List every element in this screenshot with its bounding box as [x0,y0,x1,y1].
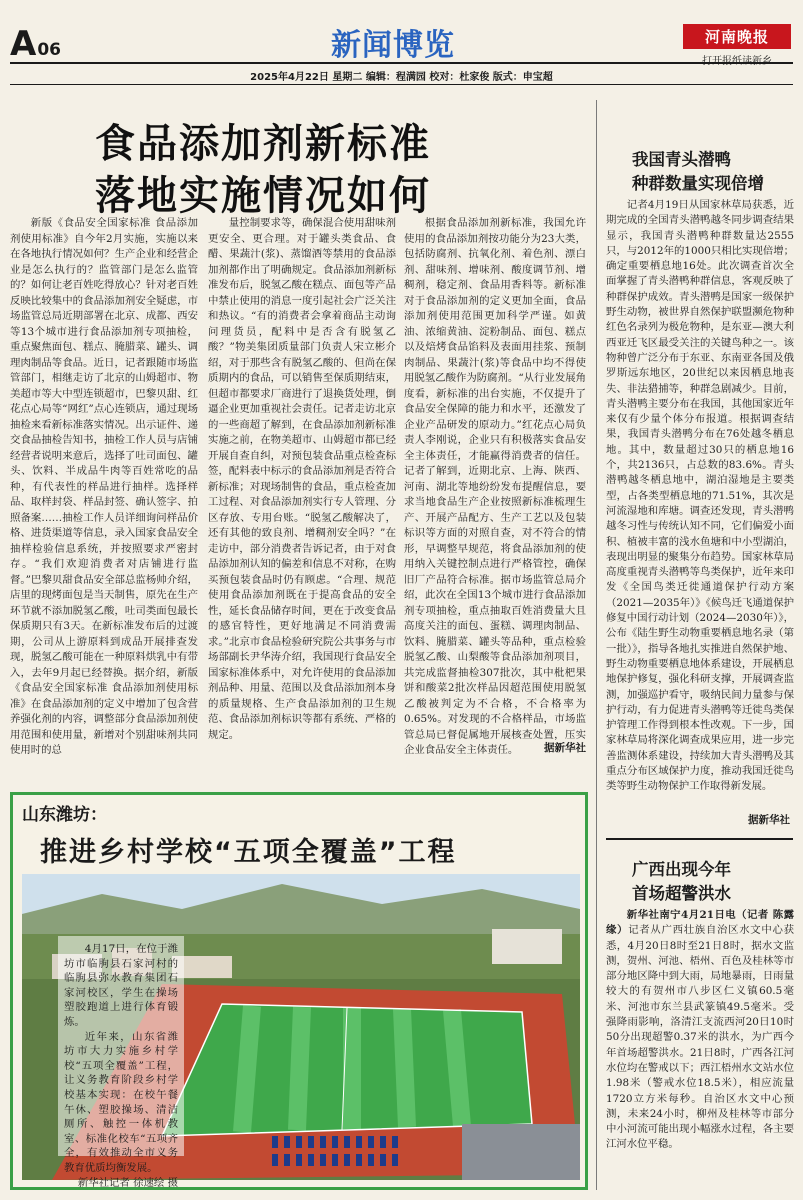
right-story-1-body [606,198,794,826]
caption-paragraph-2: 近年来，山东省潍坊市大力实施乡村学校“五项全覆盖”工程，让义务教育阶段乡村学校基本实现：在校午餐午休、塑胶操场、清洁厕所、触控一体机教室、标准化校车“五项齐全，有效推动全市义务教育优质均衡发展。 [64,1030,178,1174]
right-story-2-headline [632,858,792,906]
road [462,1124,580,1180]
main-headline-line1: 食品添加剂新标准 [95,121,431,167]
photo-caption [58,936,184,1189]
right-story-1-headline-line1: 我国青头潜鸭 [632,150,731,169]
right-story-2-body [606,908,794,1192]
section-title: 新闻博览 [331,28,455,63]
main-story-column-2 [208,216,396,782]
main-story-text-2: 量控制要求等，确保混合使用甜味剂更安全、更合理。对于罐头类食品、食醋、果蔬汁(浆)、蒸馏酒等禁用的食品添加剂都作出了明确规定。食品添加剂新标准发布后，脱氢乙酸在糕点、面包等产品中禁止使用的消息一度引起社会广泛关注和热议。“有的消费者会拿着商品主动询问理货员，配料中是否含有脱氢乙酸？”物美集团质量部门负责人宋立彬介绍，对于那些含有脱氢乙酸的、但尚在保质期内的食品，可以销售至保质期结束，但超市都要求厂商进行了退换货处理，倒逼企业更加重视社会责任。记者走访北京的一些商超了解到，在食品添加剂新标准实施之前，在物美超市、山姆超市都已经开展自查自纠，对预包装食品重点检查标签，配料表中标示的食品添加剂是否符合新标准；对现场制售的食品，重点检查加工过程、对食品添加剂实行专人管理、分区存放、专用台账。“脱氢乙酸解决了，还有其他的致良剂、增稠剂安全吗？”在走访中，部分消费者告诉记者，由于对食品添加剂认知的偏差和信息不对称，在购买预包装食品时仍有顾虑。“合理、规范使用食品添加剂既在于提高食品的安全性，延长食品储存时间，更在于改变食品的感官特性，更好地满足不同消费需求。”北京市食品检验研究院公共事务与市场部副长尹华涛介绍，我国现行食品安全国家标准体系中，对允许使用的食品添加剂品种、用量、范围以及食品添加剂本身的质量规格、生产食品添加剂的卫生规范、食品添加剂标识等都有系统、严格的规定。 [208,217,396,741]
main-headline [95,118,525,222]
right-story-2-dateline: 新华社南宁4月21日电（记者 陈露缘） [606,909,794,937]
main-story-text-1: 新版《食品安全国家标准 食品添加剂使用标准》自今年2月实施，实施以来在各地执行情况如何？生产企业和经营企业是怎么执行的？监管部门是怎么监管的？如何让老百姓吃得放心？针对老百姓反映比较集中的食品添加剂安全疑虑，市场监管总局近期部署在北京、成都、西安等13个城市进行食品添加剂专项抽检，重点聚焦面包、糕点、腌腊菜、罐头、调理肉制品等食品。近日，记者跟随市场监管部门，相继走访了北京的山姆超市、物美超市等大中型连锁超市，巴黎贝甜、红花点心局等“网红”点心连锁店，通过现场抽检来看新标准落实情况。出示证件、递交食品抽检告知书，抽检工作人员与店铺经营者说明来意后，选择了吐司面包、罐头、饮料、半成品牛肉等百姓常吃的品种，有代表性的样品进行抽样。选择样品、取样封袋、样品封签、确认签字、拍照备案……抽检工作人员详细询问样品价格、进货渠道等信息，录入国家食品安全抽样检验信息系统，并按照要求严密封存。“我们欢迎消费者对店铺进行监督。”巴黎贝甜食品安全部总监杨帅介绍，店里的现烤面包是当天制售，原先在生产环节就不添加脱氢乙酸，吐司类面包最长保质期只有3天。在新标准发布后的过渡期，公司从上游原料到成品开展排查发现，脱氢乙酸可能在一种原料烘乳中有带入，去年9月起已经替换。据介绍，新版《食品安全国家标准 食品添加剂使用标准》在食品添加剂的定义中增加了包含营养强化剂的内容，调整部分食品添加剂使用范围和使用量，新增对个别甜味剂共同使用时的总 [10,217,198,756]
logo-text: 河南晚报 [683,24,791,49]
photo-story-headline: 推进乡村学校“五项全覆盖”工程 [40,837,457,868]
page-number [10,24,61,64]
photo-credit: 新华社记者 徐速绘 摄 [77,1176,178,1189]
page-number-digits: 06 [37,40,61,60]
newspaper-logo [683,24,791,67]
header-rule-thin [10,84,793,85]
main-headline-line2: 落地实施情况如何 [95,173,431,219]
right-story-2-text: 记者从广西壮族自治区水文中心获悉，4月20日8时至21日8时，据水文监测，贺州、河池、梧州、百色及桂林等市部分地区降中到大雨，局地暴雨，日雨量较大的有贺州市八步区仁义镇60.5毫米、河池市东兰县武篆镇49.5毫米。受强降雨影响，洛清江支流西河20日10时50分出现超警0.37米的洪水，为广西今年首场超警洪水。21日8时，广西各江河水位均在警戒以下；西江梧州水文站水位1.98米（警戒水位18.5米），相应流量1720立方米每秒。自治区水文中心预测，未来24小时，柳州及桂林等市部分中小河流可能出现小幅涨水过程，各主要江河水位平稳。 [606,924,795,1151]
main-story-byline: 据新华社 [544,742,586,754]
dateline: 2025年4月22日 星期二 编辑：程满园 校对：杜家俊 版式：申宝超 [250,72,553,83]
right-story-1-text: 记者4月19日从国家林草局获悉，近期完成的全国青头潜鸭越冬同步调查结果显示，我国青头潜鸭种群数量达2555只，与2012年的1000只相比实现倍增；确定重要栖息地16处。此次调查首次全面掌握了青头潜鸭种群信息，客观反映了种群保护成效。青头潜鸭是国家一级保护野生动物，被世界自然保护联盟濒危物种红色名录列为极危物种，是东亚—澳大利西亚迁飞区最受关注的关键鸟种之一。该物种曾广泛分布于东亚、东南亚各国及俄罗斯远东地区，20世纪以来因栖息地丧失、非法猎捕等，种群急剧减少。目前，青头潜鸭主要分布在我国，其他国家近年来仅有少量个体分布报道。根据调查结果，我国青头潜鸭分布在76处越冬栖息地。其中，数量超过30只的栖息地16个，共2136只，占总数的83.6%。青头潜鸭越冬栖息地中，湖泊湿地是主要类型，占各类型栖息地的71.51%，其次是河流湿地和库塘。调查还发现，青头潜鸭越冬习性与传统认知不同，它们偏爱小面积、植被丰富的浅水鱼塘和中小型湖泊，表现出明显的聚集分布趋势。国家林草局高度重视青头潜鸭等鸟类保护，近年来印发《全国鸟类迁徙通道保护行动方案（2021—2035年）》《候鸟迁飞通道保护修复中国行动计划（2024—2030年）》，公布《陆生野生动物重要栖息地名录（第一批）》，指导各地扎实推进自然保护地、野生动物重要栖息地体系建设，开展栖息地保护修复，强化科研支撑，开展调查监测，加强巡护看守，吸纳民间力量参与保护行动，有力促进青头潜鸭等迁徙鸟类保护管理工作得到根本性改观。下一步，国家林草局将深化调查成果应用，进一步完善监测体系建设，持续加大青头潜鸭及其重点分布区域保护力度，推动我国迁徙鸟类等野生动物保护工作取得新发展。 [606,199,794,793]
column-divider [596,100,597,1190]
caption-paragraph-1: 4月17日，在位于潍坊市临朐县石家河村的临朐县弥水教育集团石家河校区，学生在操场塑胶跑道上进行体育锻炼。 [64,943,178,1028]
page-letter: A [10,24,36,64]
right-story-2-headline-line1: 广西出现今年 [632,860,731,879]
right-story-1-byline: 据新华社 [748,814,790,826]
school-building [492,929,562,964]
right-story-1-headline [632,148,792,196]
main-story-column-1 [10,216,198,782]
right-story-1-headline-line2: 种群数量实现倍增 [632,174,764,193]
header-rule [10,62,793,64]
story-divider [606,838,793,840]
main-story-text-3: 根据食品添加剂新标准，我国允许使用的食品添加剂按功能分为23大类，包括防腐剂、抗氧化剂、着色剂、漂白剂、甜味剂、增味剂、酸度调节剂、增稠剂，稳定剂、食品用香料等。新标准对于食品添加剂的定义更加全面，食品添加剂使用范围更加科学严谨。如黄油、浓缩黄油、淀粉制品、面包、糕点以及焙烤食品馅料及表面用挂浆、预制肉制品、果蔬汁(浆)等食品中均不得使用脱氢乙酸作为防腐剂。“从行业发展角度看，新标准的出台实施，不仅提升了食品安全保障的能力和水平，还激发了企业产品研发的原动力。”红花点心局负责人李刚说，企业只有积极落实食品安全主体责任，才能赢得消费者的信任。记者了解到，近期北京、上海、陕西、河南、湖北等地纷纷发布提醒信息，要求当地食品生产企业按照新标准梳理生产、开展产品配方、生产工艺以及包装标识等方面的对照自查，对不符合的情形，早调整早规范，将食品添加剂的使用纳入关键控制点进行严格管控，确保旧厂产品符合标准。据市场监管总局介绍，此次在全国13个城市进行食品添加剂专项抽检，重点抽取百姓消费量大且高度关注的面包、蛋糕、调理肉制品、饮料、腌腊菜、罐头等品种，重点检验脱氢乙酸、山梨酸等食品添加剂项目，共完成监督抽检307批次，其中枇杷果饼和酸菜2批次样品因超范围使用脱氢乙酸被判定为不合格，不合格率为0.65%。对发现的不合格样品，市场监管总局已督促属地开展核查处置，压实企业食品安全主体责任。 [404,217,586,756]
photo-story-kicker: 山东潍坊： [22,805,107,825]
logo-slogan: 打开报纸读新乡 [702,56,772,67]
right-story-2-headline-line2: 首场超警洪水 [632,884,731,903]
